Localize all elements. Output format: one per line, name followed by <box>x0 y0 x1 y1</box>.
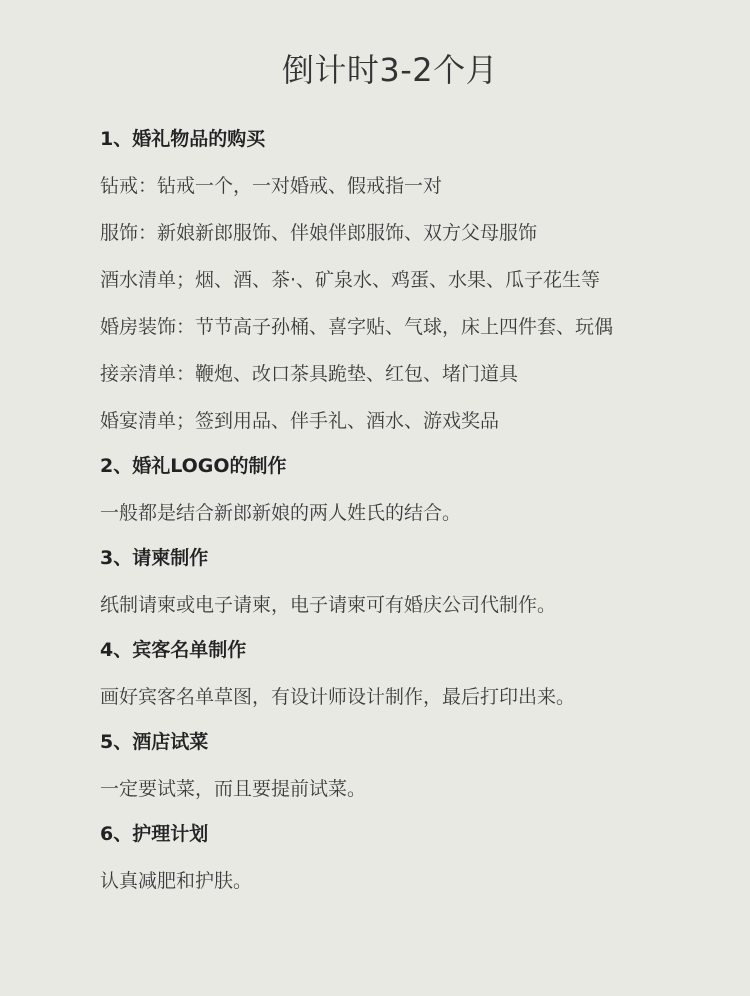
section-body: 画好宾客名单草图，有设计师设计制作，最后打印出来。 <box>100 686 576 708</box>
item-diamond-ring: 钻戒：钻戒一个，一对婚戒、假戒指一对 <box>100 175 443 197</box>
item-pickup-list: 接亲清单：鞭炮、改口茶具跪垫、红包、堵门道具 <box>100 363 519 385</box>
item-drinks-list: 酒水清单；烟、酒、茶·、矿泉水、鸡蛋、水果、瓜子花生等 <box>100 269 601 291</box>
section-care-plan <box>100 821 680 894</box>
section-heading: 5、酒店试菜 <box>100 731 209 753</box>
section-heading: 3、请柬制作 <box>100 547 209 569</box>
section-purchase <box>100 126 680 434</box>
section-body: 一般都是结合新郎新娘的两人姓氏的结合。 <box>100 502 462 524</box>
section-heading: 1、婚礼物品的购买 <box>100 128 266 150</box>
section-guest-list <box>100 637 680 710</box>
section-logo <box>100 453 680 526</box>
section-body: 认真减肥和护肤。 <box>100 870 253 892</box>
section-invitation <box>100 545 680 618</box>
section-menu-tasting <box>100 729 680 802</box>
item-banquet-list: 婚宴清单；签到用品、伴手礼、酒水、游戏奖品 <box>100 410 500 432</box>
section-body: 一定要试菜，而且要提前试菜。 <box>100 778 367 800</box>
section-heading: 4、宾客名单制作 <box>100 639 247 661</box>
section-body: 纸制请柬或电子请柬，电子请柬可有婚庆公司代制作。 <box>100 594 557 616</box>
section-heading: 6、护理计划 <box>100 823 209 845</box>
page-title: 倒计时3-2个月 <box>281 51 499 89</box>
item-room-decor: 婚房装饰：节节高子孙桶、喜字贴、气球，床上四件套、玩偶 <box>100 316 614 338</box>
item-clothing: 服饰：新娘新郎服饰、伴娘伴郎服饰、双方父母服饰 <box>100 222 538 244</box>
section-heading: 2、婚礼LOGO的制作 <box>100 455 287 477</box>
